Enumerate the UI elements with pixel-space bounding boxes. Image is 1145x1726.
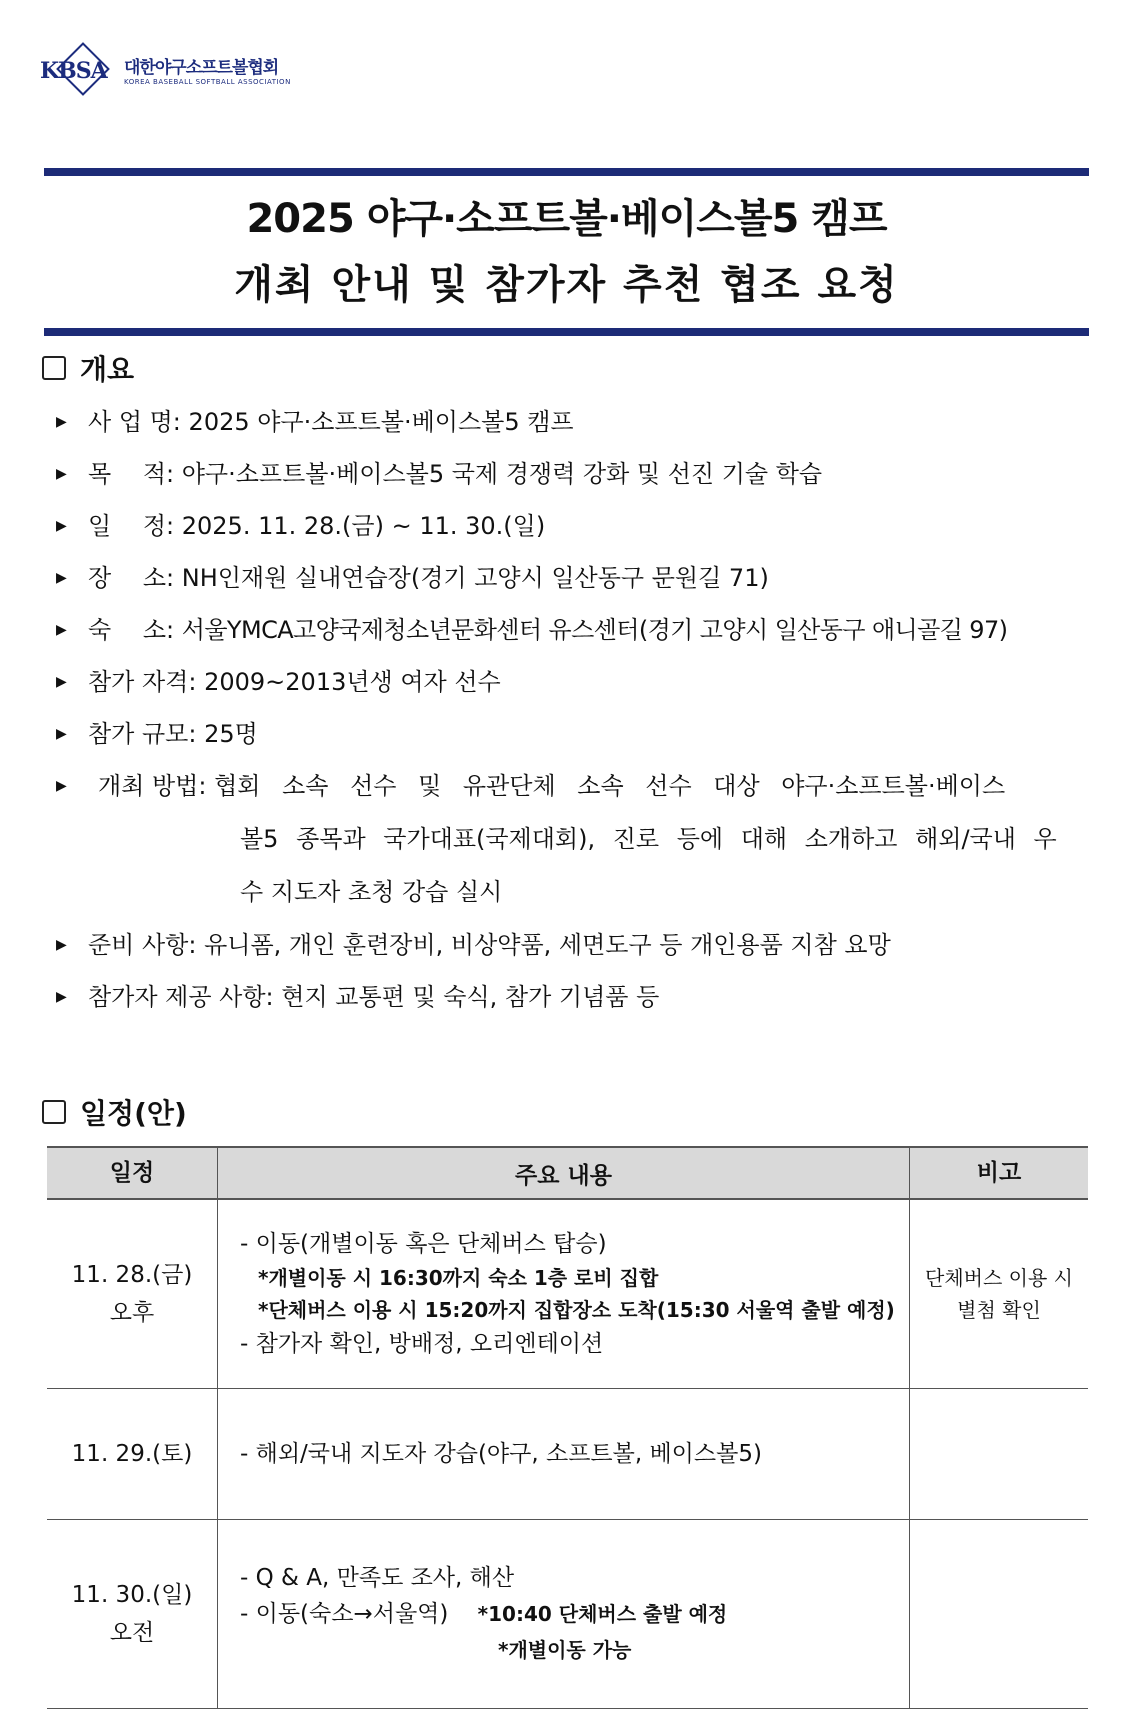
method-line-2: 볼5 종목과 국가대표(국제대회), 진로 등에 대해 소개하고 해외/국내 우 (240, 825, 1057, 853)
method-line-1: 협회 소속 선수 및 유관단체 소속 선수 대상 야구·소프트볼·베이스 (214, 772, 1006, 800)
item-label: 개최 방법: (98, 772, 207, 800)
item-value: 2025 야구·소프트볼·베이스볼5 캠프 (188, 408, 574, 436)
item-label: 참가자 제공 사항: (88, 983, 274, 1011)
title-block (44, 168, 1089, 336)
item-value: 유니폼, 개인 훈련장비, 비상약품, 세면도구 등 개인용품 지참 요망 (204, 931, 891, 959)
date-cell (47, 1389, 218, 1520)
logo-abbr: KBSA (40, 58, 107, 84)
triangle-bullet-icon: ▶ (56, 937, 67, 953)
content-line: - Q & A, 만족도 조사, 해산 (240, 1565, 515, 1591)
note-cell (910, 1389, 1089, 1520)
logo-name-ko: 대한야구소프트볼협회 (124, 58, 279, 78)
header-date: 일정 (47, 1147, 218, 1199)
content-sub: *개별이동 시 16:30까지 숙소 1층 로비 집합 (258, 1266, 659, 1290)
item-value: 25명 (204, 720, 258, 748)
logo-mark (40, 44, 118, 100)
item-label: 참가 자격: (88, 668, 197, 696)
item-value: 현지 교통편 및 숙식, 참가 기념품 등 (281, 983, 660, 1011)
table-header-row (47, 1147, 1088, 1199)
title-line-1: 2025 야구·소프트볼·베이스볼5 캠프 (246, 196, 887, 242)
triangle-bullet-icon: ▶ (56, 414, 67, 430)
triangle-bullet-icon: ▶ (56, 518, 67, 534)
header-note: 비고 (910, 1147, 1089, 1199)
content-line (240, 1596, 908, 1632)
note-cell (910, 1520, 1089, 1709)
date-cell (47, 1520, 218, 1709)
item-label: 준비 사항: (88, 931, 197, 959)
note-cell (910, 1199, 1089, 1389)
checkbox-icon (42, 356, 66, 380)
date-text: 11. 28.(금) (71, 1262, 193, 1288)
kbsa-logo (40, 44, 291, 100)
schedule-title: 일정(안) (80, 1097, 187, 1130)
triangle-bullet-icon: ▶ (56, 778, 67, 794)
content-sub: *단체버스 이용 시 15:20까지 집합장소 도착(15:30 서울역 출발 예정) (258, 1298, 895, 1322)
content-cell (218, 1199, 910, 1389)
note-line: 단체버스 이용 시 (925, 1266, 1073, 1290)
schedule-table (47, 1146, 1088, 1709)
triangle-bullet-icon: ▶ (56, 466, 67, 482)
content-line: - 해외/국내 지도자 강습(야구, 소프트볼, 베이스볼5) (240, 1441, 762, 1467)
item-label: 목 적: (88, 460, 175, 488)
content-cell (218, 1520, 910, 1709)
overview-title: 개요 (80, 353, 135, 386)
content-sub: *10:40 단체버스 출발 예정 (477, 1602, 728, 1626)
item-label: 사 업 명: (88, 408, 181, 436)
title-line-2: 개최 안내 및 참가자 추천 협조 요청 (234, 262, 899, 308)
triangle-bullet-icon: ▶ (56, 570, 67, 586)
item-label: 숙 소: (88, 616, 175, 644)
item-value: 2009~2013년생 여자 선수 (204, 668, 501, 696)
list-item (56, 656, 1096, 708)
schedule-heading (42, 1092, 187, 1132)
item-value: 야구·소프트볼·베이스볼5 국제 경쟁력 강화 및 선진 기술 학습 (181, 460, 823, 488)
triangle-bullet-icon: ▶ (56, 989, 67, 1005)
list-item (56, 971, 1096, 1023)
item-label: 장 소: (88, 564, 175, 592)
list-item (56, 500, 1096, 552)
time-text: 오후 (109, 1300, 155, 1326)
list-item (56, 919, 1096, 971)
content-line: - 참가자 확인, 방배정, 오리엔테이션 (240, 1331, 604, 1357)
top-rule (44, 168, 1089, 176)
logo-name-en: KOREA BASEBALL SOFTBALL ASSOCIATION (124, 78, 291, 86)
note-line: 별첨 확인 (957, 1298, 1041, 1322)
list-item (56, 396, 1096, 448)
item-value: 2025. 11. 28.(금) ~ 11. 30.(일) (181, 512, 546, 540)
list-item (56, 448, 1096, 500)
time-text: 오전 (109, 1620, 155, 1646)
table-row (47, 1389, 1088, 1520)
table-row (47, 1199, 1088, 1389)
header-content: 주요 내용 (218, 1147, 910, 1199)
content-sub: *개별이동 가능 (498, 1638, 632, 1662)
list-item (56, 708, 1096, 760)
item-value: NH인재원 실내연습장(경기 고양시 일산동구 문원길 71) (181, 564, 769, 592)
content-text: - 이동(숙소→서울역) (240, 1601, 449, 1627)
item-label: 참가 규모: (88, 720, 197, 748)
triangle-bullet-icon: ▶ (56, 622, 67, 638)
table-row (47, 1520, 1088, 1709)
date-text: 11. 29.(토) (71, 1441, 193, 1467)
list-item-method (56, 760, 1096, 919)
list-item (56, 604, 1096, 656)
bottom-rule (44, 328, 1089, 336)
date-cell (47, 1199, 218, 1389)
content-line: - 이동(개별이동 혹은 단체버스 탑승) (240, 1231, 607, 1257)
checkbox-icon (42, 1100, 66, 1124)
method-line-3: 수 지도자 초청 강습 실시 (240, 878, 503, 906)
content-cell (218, 1389, 910, 1520)
list-item (56, 552, 1096, 604)
triangle-bullet-icon: ▶ (56, 726, 67, 742)
overview-list (56, 396, 1096, 1023)
overview-heading (42, 348, 134, 388)
item-value: 서울YMCA고양국제청소년문화센터 유스센터(경기 고양시 일산동구 애니골길 97) (181, 616, 1008, 644)
date-text: 11. 30.(일) (71, 1582, 193, 1608)
item-label: 일 정: (88, 512, 175, 540)
triangle-bullet-icon: ▶ (56, 674, 67, 690)
